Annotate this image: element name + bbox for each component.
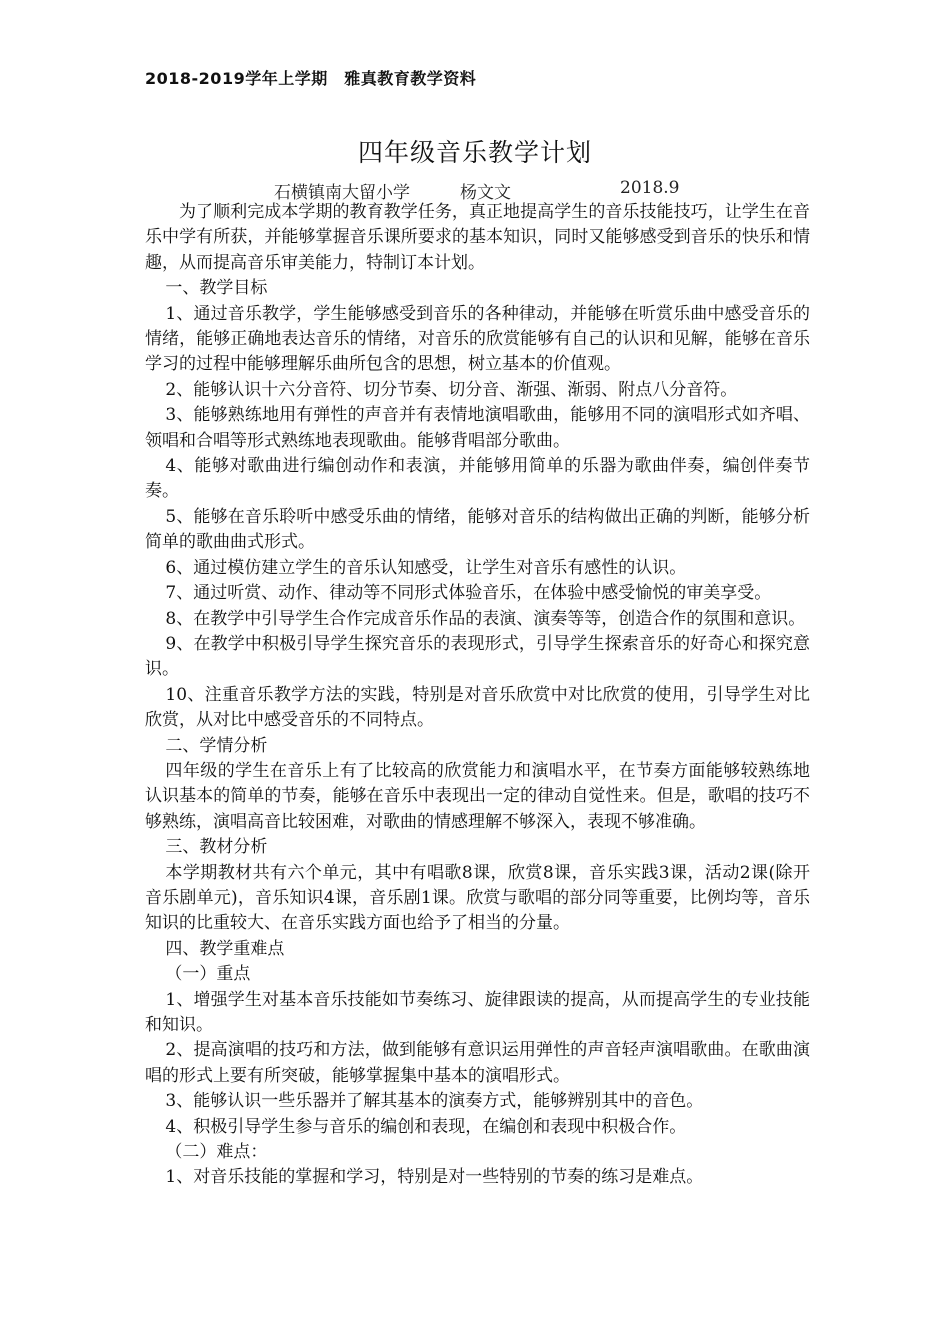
focus-item: 4、积极引导学生参与音乐的编创和表现，在编创和表现中积极合作。 <box>165 1116 687 1137</box>
goal-item: 6、通过模仿建立学生的音乐认知感受，让学生对音乐有感性的认识。 <box>165 557 687 578</box>
goal-item: 5、能够在音乐聆听中感受乐曲的情绪，能够对音乐的结构做出正确的判断，能够分析简单的歌曲曲式形式。 <box>145 506 810 553</box>
student-analysis-paragraph: 四年级的学生在音乐上有了比较高的欣赏能力和演唱水平，在节奏方面能够较熟练地认识基本的简单的节奏，能够在音乐中表现出一定的律动自觉性来。但是，歌唱的技巧不够熟练，演唱高音比较困难，对歌曲的情感理解不够深入，表现不够准确。 <box>145 760 810 832</box>
textbook-analysis-paragraph: 本学期教材共有六个单元，其中有唱歌8课，欣赏8课，音乐实践3课，活动2课(除开音乐剧单元)，音乐知识4课，音乐剧1课。欣赏与歌唱的部分同等重要，比例均等，音乐知识的比重较大、在音乐实践方面也给予了相当的分量。 <box>145 862 810 934</box>
section-heading: 四、教学重难点 <box>165 938 285 959</box>
subsection-heading: （二）难点： <box>165 1142 268 1163</box>
goal-item: 3、能够熟练地用有弹性的声音并有表情地演唱歌曲，能够用不同的演唱形式如齐唱、领唱和合唱等形式熟练地表现歌曲。能够背唱部分歌曲。 <box>145 405 810 451</box>
focus-item: 2、提高演唱的技巧和方法，做到能够有意识运用弹性的声音轻声演唱歌曲。在歌曲演唱的形式上要有所突破，能够掌握集中基本的演唱形式。 <box>145 1040 810 1086</box>
goal-item: 7、通过听赏、动作、律动等不同形式体验音乐，在体验中感受愉悦的审美享受。 <box>165 583 772 604</box>
goal-item: 4、能够对歌曲进行编创动作和表演，并能够用简单的乐器为歌曲伴奏，编创伴奏节奏。 <box>145 456 810 502</box>
goal-item: 9、在教学中积极引导学生探究音乐的表现形式，引导学生探索音乐的好奇心和探究意识。 <box>145 633 810 680</box>
school-name: 石横镇南大留小学 <box>274 183 410 203</box>
page-header: 2018-2019学年上学期 雅真教育教学资料 <box>145 69 477 88</box>
section-heading: 一、教学目标 <box>165 278 268 299</box>
document-body <box>145 200 810 1191</box>
goal-item: 2、能够认识十六分音符、切分节奏、切分音、渐强、渐弱、附点八分音符。 <box>165 379 738 400</box>
section-heading: 二、学情分析 <box>165 735 268 756</box>
goal-item: 10、注重音乐教学方法的实践，特别是对音乐欣赏中对比欣赏的使用，引导学生对比欣赏，从对比中感受音乐的不同特点。 <box>145 684 810 731</box>
focus-item: 3、能够认识一些乐器并了解其基本的演奏方式，能够辨别其中的音色。 <box>165 1091 704 1112</box>
difficulty-item: 1、对音乐技能的掌握和学习，特别是对一些特别的节奏的练习是难点。 <box>165 1167 704 1188</box>
focus-item: 1、增强学生对基本音乐技能如节奏练习、旋律跟读的提高，从而提高学生的专业技能和知识。 <box>145 989 810 1035</box>
goal-item: 1、通过音乐教学，学生能够感受到音乐的各种律动，并能够在听赏乐曲中感受音乐的情绪，能够正确地表达音乐的情绪，对音乐的欣赏能够有自己的认识和见解，能够在音乐学习的过程中能够理解乐曲所包含的思想，树立基本的价值观。 <box>145 303 810 375</box>
document-date: 2018.9 <box>620 178 680 198</box>
intro-paragraph: 为了顺利完成本学期的教育教学任务，真正地提高学生的音乐技能技巧，让学生在音乐中学有所获，并能够掌握音乐课所要求的基本知识，同时又能够感受到音乐的快乐和情趣，从而提高音乐审美能力，特制订本计划。 <box>145 202 810 273</box>
section-heading: 三、教材分析 <box>165 837 268 858</box>
goal-item: 8、在教学中引导学生合作完成音乐作品的表演、演奏等等，创造合作的氛围和意识。 <box>165 608 806 629</box>
subsection-heading: （一）重点 <box>165 964 251 985</box>
document-title: 四年级音乐教学计划 <box>357 138 592 167</box>
author-name: 杨文文 <box>460 183 511 203</box>
